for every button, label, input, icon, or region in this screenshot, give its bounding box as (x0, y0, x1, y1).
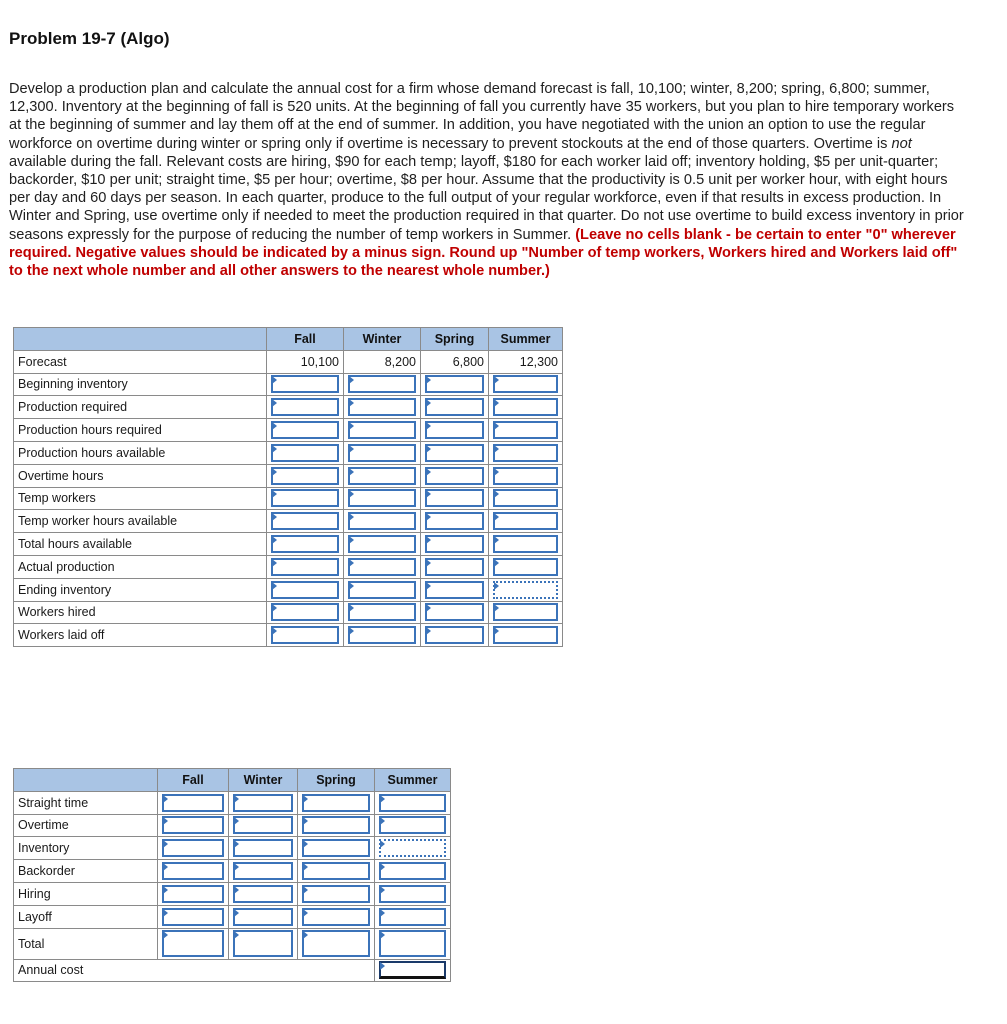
workers-hired-summer-input[interactable] (493, 603, 558, 621)
hiring-cost-fall-input[interactable] (162, 885, 224, 903)
problem-description (9, 80, 964, 280)
cost-header-fall: Fall (158, 769, 229, 792)
cost-header-spring: Spring (298, 769, 375, 792)
workers-laid-off-fall-input[interactable] (271, 626, 339, 644)
production-hours-required-summer-input[interactable] (493, 421, 558, 439)
inventory-cost-fall-input[interactable] (162, 839, 224, 857)
production-required-spring-input[interactable] (425, 398, 484, 416)
total-hours-available-winter-input[interactable] (348, 535, 416, 553)
cost-header-winter: Winter (229, 769, 298, 792)
backorder-cost-fall-input[interactable] (162, 862, 224, 880)
description-instruction: (Leave no cells blank - be certain to enter "0" wherever required. Negative values should be indicated by a minus sign. Round up "Number of temp workers, Workers hired and Workers laid off" to the next whole number and all other answers to the nearest whole number.) (9, 226, 958, 280)
backorder-cost-summer-input[interactable] (379, 862, 446, 880)
inventory-cost-winter-input[interactable] (233, 839, 293, 857)
cost-label-hiring: Hiring (14, 882, 158, 905)
overtime-hours-summer-input[interactable] (493, 467, 558, 485)
production-required-summer-input[interactable] (493, 398, 558, 416)
forecast-summer: 12,300 (489, 350, 563, 373)
actual-production-summer-input[interactable] (493, 558, 558, 576)
layoff-cost-winter-input[interactable] (233, 908, 293, 926)
production-required-fall-input[interactable] (271, 398, 339, 416)
workers-laid-off-summer-input[interactable] (493, 626, 558, 644)
layoff-cost-fall-input[interactable] (162, 908, 224, 926)
plan-header-spring: Spring (421, 328, 489, 351)
total-cost-fall-input[interactable] (162, 930, 224, 957)
layoff-cost-summer-input[interactable] (379, 908, 446, 926)
plan-header-winter: Winter (344, 328, 421, 351)
total-hours-available-fall-input[interactable] (271, 535, 339, 553)
total-cost-spring-input[interactable] (302, 930, 370, 957)
temp-workers-winter-input[interactable] (348, 489, 416, 507)
description-italic: not (891, 135, 912, 152)
actual-production-spring-input[interactable] (425, 558, 484, 576)
production-plan-table (13, 327, 563, 647)
row-label-total-hours-available: Total hours available (14, 533, 267, 556)
annual-cost-label: Annual cost (14, 959, 375, 982)
overtime-cost-spring-input[interactable] (302, 816, 370, 834)
beginning-inventory-fall-input[interactable] (271, 375, 339, 393)
row-label-actual-production: Actual production (14, 555, 267, 578)
cost-label-straight-time: Straight time (14, 791, 158, 814)
row-label-production-required: Production required (14, 396, 267, 419)
header-corner (14, 328, 267, 351)
actual-production-fall-input[interactable] (271, 558, 339, 576)
workers-laid-off-spring-input[interactable] (425, 626, 484, 644)
temp-workers-spring-input[interactable] (425, 489, 484, 507)
straight-time-fall-input[interactable] (162, 794, 224, 812)
ending-inventory-fall-input[interactable] (271, 581, 339, 599)
temp-worker-hours-winter-input[interactable] (348, 512, 416, 530)
row-label-ending-inventory: Ending inventory (14, 578, 267, 601)
ending-inventory-summer-input[interactable] (493, 581, 558, 599)
row-label-overtime-hours: Overtime hours (14, 464, 267, 487)
row-label-temp-worker-hours: Temp worker hours available (14, 510, 267, 533)
cost-label-total: Total (14, 928, 158, 959)
layoff-cost-spring-input[interactable] (302, 908, 370, 926)
description-text-1: Develop a production plan and calculate the annual cost for a firm whose demand forecast is fall, 10,100; winter, 8,200; spring, 6,800; summer, 12,300. Inventory at the beginning of fall is 520 units. At the beginning of fall you currently have 35 workers, but you plan to hire temporary workers at the beginning of summer and lay them off at the end of summer. In addition, you have negotiated with the union an option to use the regular workforce on overtime during winter or spring only if overtime is necessary to prevent stockouts at the end of those quarters. Overtime is (9, 81, 955, 152)
workers-hired-fall-input[interactable] (271, 603, 339, 621)
row-label-production-hours-required: Production hours required (14, 419, 267, 442)
workers-hired-winter-input[interactable] (348, 603, 416, 621)
total-cost-summer-input[interactable] (379, 930, 446, 957)
production-hours-available-fall-input[interactable] (271, 444, 339, 462)
beginning-inventory-winter-input[interactable] (348, 375, 416, 393)
cost-label-layoff: Layoff (14, 905, 158, 928)
inventory-cost-summer-input[interactable] (379, 839, 446, 857)
row-label-temp-workers: Temp workers (14, 487, 267, 510)
hiring-cost-winter-input[interactable] (233, 885, 293, 903)
forecast-label: Forecast (14, 350, 267, 373)
straight-time-winter-input[interactable] (233, 794, 293, 812)
production-required-winter-input[interactable] (348, 398, 416, 416)
actual-production-winter-input[interactable] (348, 558, 416, 576)
temp-worker-hours-spring-input[interactable] (425, 512, 484, 530)
straight-time-summer-input[interactable] (379, 794, 446, 812)
ending-inventory-winter-input[interactable] (348, 581, 416, 599)
temp-worker-hours-fall-input[interactable] (271, 512, 339, 530)
overtime-cost-fall-input[interactable] (162, 816, 224, 834)
production-hours-required-fall-input[interactable] (271, 421, 339, 439)
production-hours-available-winter-input[interactable] (348, 444, 416, 462)
ending-inventory-spring-input[interactable] (425, 581, 484, 599)
total-hours-available-summer-input[interactable] (493, 535, 558, 553)
cost-label-inventory: Inventory (14, 837, 158, 860)
beginning-inventory-summer-input[interactable] (493, 375, 558, 393)
row-label-production-hours-available: Production hours available (14, 441, 267, 464)
overtime-hours-spring-input[interactable] (425, 467, 484, 485)
overtime-cost-winter-input[interactable] (233, 816, 293, 834)
forecast-spring: 6,800 (421, 350, 489, 373)
cost-header-summer: Summer (375, 769, 451, 792)
description-text-2: available during the fall. Relevant costs are hiring, $90 for each temp; layoff, $180 for each worker laid off; inventory holding, $5 per unit-quarter; backorder, $10 per unit; straight time, $5 per hour; overtime, $8 per hour. Assume that the productivity is 0.5 unit per worker hour, with eight hours per day and 60 days per season. In each quarter, produce to the full output of your regular workforce, even if that results in excess production. In Winter and Spring, use overtime only if needed to meet the production required in that quarter. Do not use overtime to build excess inventory in prior seasons expressly for the purpose of reducing the number of temp workers in Summer. (9, 153, 964, 243)
overtime-cost-summer-input[interactable] (379, 816, 446, 834)
plan-header-fall: Fall (267, 328, 344, 351)
backorder-cost-winter-input[interactable] (233, 862, 293, 880)
total-hours-available-spring-input[interactable] (425, 535, 484, 553)
inventory-cost-spring-input[interactable] (302, 839, 370, 857)
cost-label-overtime: Overtime (14, 814, 158, 837)
temp-workers-summer-input[interactable] (493, 489, 558, 507)
problem-title: Problem 19-7 (Algo) (9, 29, 170, 48)
overtime-hours-fall-input[interactable] (271, 467, 339, 485)
temp-workers-fall-input[interactable] (271, 489, 339, 507)
cost-label-backorder: Backorder (14, 860, 158, 883)
forecast-winter: 8,200 (344, 350, 421, 373)
backorder-cost-spring-input[interactable] (302, 862, 370, 880)
workers-laid-off-winter-input[interactable] (348, 626, 416, 644)
plan-header-summer: Summer (489, 328, 563, 351)
total-cost-winter-input[interactable] (233, 930, 293, 957)
cost-table (13, 768, 451, 982)
workers-hired-spring-input[interactable] (425, 603, 484, 621)
straight-time-spring-input[interactable] (302, 794, 370, 812)
hiring-cost-spring-input[interactable] (302, 885, 370, 903)
hiring-cost-summer-input[interactable] (379, 885, 446, 903)
production-hours-required-spring-input[interactable] (425, 421, 484, 439)
forecast-fall: 10,100 (267, 350, 344, 373)
beginning-inventory-spring-input[interactable] (425, 375, 484, 393)
row-label-workers-hired: Workers hired (14, 601, 267, 624)
production-hours-required-winter-input[interactable] (348, 421, 416, 439)
row-label-workers-laid-off: Workers laid off (14, 624, 267, 647)
annual-cost-input[interactable] (379, 961, 446, 979)
production-hours-available-spring-input[interactable] (425, 444, 484, 462)
production-hours-available-summer-input[interactable] (493, 444, 558, 462)
cost-header-corner (14, 769, 158, 792)
overtime-hours-winter-input[interactable] (348, 467, 416, 485)
row-label-beginning-inventory: Beginning inventory (14, 373, 267, 396)
temp-worker-hours-summer-input[interactable] (493, 512, 558, 530)
